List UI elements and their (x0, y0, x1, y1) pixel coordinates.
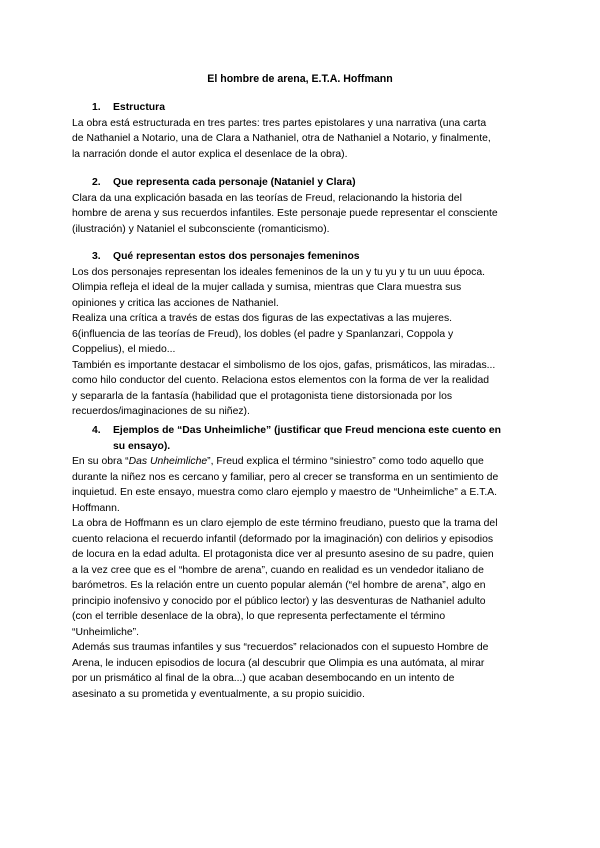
body-line: como hilo conductor del cuento. Relaciona estos elementos con la forma de ver la realidad (72, 375, 490, 386)
body-text: ”, Freud explica el término “siniestro” como todo aquello que (207, 456, 484, 467)
body-line: inquietud. En este ensayo, muestra como claro ejemplo y maestro de “Unheimliche” a E.T.A. (72, 487, 498, 498)
body-line: de Nathaniel a Notario, una de Clara a Nathaniel, otra de Nathaniel a Notario, y finalmente, (72, 133, 491, 144)
document-title: El hombre de arena, E.T.A. Hoffmann (207, 73, 393, 85)
body-line: Olimpia refleja el ideal de la mujer callada y sumisa, mientras que Clara muestra sus (72, 282, 462, 293)
body-line: “Unheimliche”. (72, 626, 139, 638)
section-body (72, 454, 530, 702)
body-line: opiniones y critica las acciones de Nathaniel. (72, 297, 279, 309)
body-line: Los dos personajes representan los ideales femeninos de la un y tu yu y tu un uuu época. (72, 266, 486, 278)
section-body (72, 191, 530, 238)
work-title-italic: Das Unheimliche (128, 456, 208, 467)
section-number: 2. (92, 177, 101, 188)
section-body (72, 116, 530, 163)
section-heading-text (113, 423, 530, 454)
body-line: 6(influencia de las teorías de Freud), los dobles (el padre y Spanlanzari, Coppola y (72, 328, 454, 340)
section-unheimliche (72, 423, 530, 702)
body-line: Realiza una crítica a través de estas dos figuras de las expectativas a las mujeres. (72, 313, 453, 324)
body-line: la narración donde el autor explica el desenlace de la obra). (72, 148, 348, 160)
section-femeninos (72, 249, 530, 420)
section-heading-text: Que representa cada personaje (Nataniel y Clara) (113, 177, 356, 188)
body-line: a la vez cree que es el “hombre de arena”, cuando en realidad es un vendedor italiano de (72, 564, 484, 576)
body-line: Además sus traumas infantiles y sus “recuerdos” relacionados con el supuesto Hombre de (72, 642, 489, 653)
section-heading (72, 100, 530, 116)
body-line: recuerdos/imaginaciones de su niñez). (72, 406, 250, 417)
section-number: 1. (92, 102, 101, 113)
body-line: También es importante destacar el simbolismo de los ojos, gafas, prismáticos, las miradas... (72, 359, 496, 371)
body-line: Hoffmann. (72, 502, 120, 514)
section-heading (72, 249, 530, 265)
section-heading (72, 175, 530, 191)
body-line: durante la niñez nos es cercano y familiar, pero al crecer se transforma en un sentimiento de (72, 471, 499, 483)
section-heading-line: su ensayo). (113, 440, 171, 452)
body-text: En su obra “ (72, 456, 129, 467)
body-line: asesinato a su prometida y eventualmente, a su propio suicidio. (72, 688, 365, 700)
body-line: y separarla de la fantasía (habilidad que el protagonista tiene distorsionada por los (72, 390, 453, 402)
body-line: por un prismático al final de la obra...) que acaban desembocando en un intento de (72, 673, 455, 684)
section-number: 4. (92, 425, 101, 436)
section-heading (72, 423, 530, 454)
section-heading-text: Qué representan estos dos personajes femeninos (113, 251, 360, 262)
body-line: (con el terrible desenlace de la obra), lo que representa perfectamente el término (72, 611, 446, 622)
body-line: (ilustración) y Nataniel el subconsciente (romanticismo). (72, 223, 330, 235)
body-line: principio inofensivo y conocido por el público lector) y las desventuras de Nathaniel adulto (72, 595, 486, 607)
section-heading-line: Ejemplos de “Das Unheimliche” (justificar que Freud menciona este cuento en (113, 425, 502, 436)
body-line: hombre de arena y sus recuerdos infantiles. Este personaje puede representar el consciente (72, 208, 498, 219)
body-line: barómetros. Es la relación entre un cuento popular alemán (“el hombre de arena”, algo en (72, 580, 486, 591)
body-line: Coppelius), el miedo... (72, 344, 176, 355)
body-line: cuento relaciona el recuerdo infantil (deformado por la imaginación) con delirios y episodios (72, 533, 494, 545)
section-body (72, 265, 530, 420)
section-estructura (72, 100, 530, 162)
section-personajes (72, 175, 530, 237)
body-line: Clara da una explicación basada en las teorías de Freud, relacionando la historia del (72, 192, 462, 204)
body-line: La obra de Hoffmann es un claro ejemplo de este término freudiano, puesto que la trama del (72, 518, 498, 529)
body-line (72, 454, 530, 470)
body-line: La obra está estructurada en tres partes: tres partes epistolares y una narrativa (una carta (72, 117, 487, 129)
body-line: de locura en la edad adulta. El protagonista dice ver al presunto asesino de su padre, quien (72, 549, 494, 560)
body-line: Arena, le inducen episodios de locura (al descubrir que Olimpia es una autómata, al mirar (72, 657, 485, 669)
section-heading-text: Estructura (113, 102, 165, 113)
section-number: 3. (92, 251, 101, 262)
